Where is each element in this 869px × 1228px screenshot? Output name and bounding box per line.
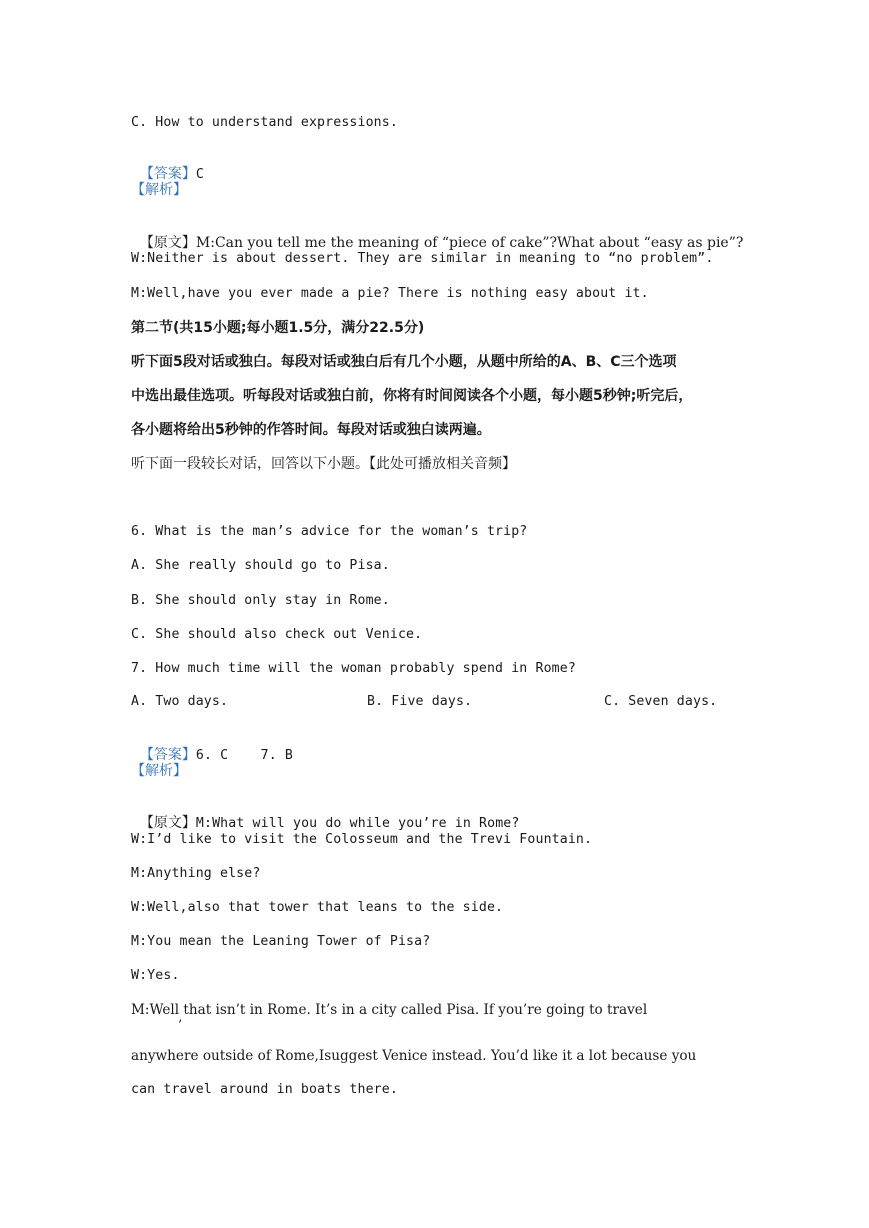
question-6-option-b: B. She should only stay in Rome. bbox=[131, 593, 390, 608]
dialogue-line-2: W:I’d like to visit the Colosseum and the Trevi Fountain. bbox=[131, 832, 593, 847]
dialogue-line-9: can travel around in boats there. bbox=[131, 1082, 398, 1097]
answer-value-2: 6. C 7. B bbox=[195, 748, 293, 763]
question-7: 7. How much time will the woman probably spend in Rome? bbox=[131, 661, 576, 676]
answer-line-2 bbox=[131, 728, 293, 765]
answer-tag: 【答案】 bbox=[139, 166, 196, 182]
question-7-option-c: C. Seven days. bbox=[604, 694, 718, 709]
dialogue-line-4: W:Well,also that tower that leans to the side. bbox=[131, 900, 504, 915]
question-6-option-c: C. She should also check out Venice. bbox=[131, 627, 423, 642]
instruction-line-3: 各小题将给出5秒钟的作答时间。每段对话或独白读两遍。 bbox=[131, 422, 491, 438]
transcript-line-3: M:Well,have you ever made a pie? There is nothing easy about it. bbox=[131, 286, 649, 301]
transcript-text-1: M:Can you tell me the meaning of “piece of cake”?What about “easy as pie”? bbox=[195, 235, 744, 251]
question-7-option-a: A. Two days. bbox=[131, 694, 229, 709]
transcript-line-1 bbox=[131, 216, 743, 252]
section-heading: 第二节(共15小题;每小题1.5分，满分22.5分) bbox=[131, 320, 425, 336]
original-tag: 【原文】 bbox=[139, 235, 196, 251]
question-7-option-b: B. Five days. bbox=[367, 694, 473, 709]
dialogue-line-7: M:Well that isn’t in Rome. It’s in a city called Pisa. If you’re going to travel bbox=[131, 1002, 648, 1018]
instruction-line-2: 中选出最佳选项。听每段对话或独白前，你将有时间阅读各个小题，每小题5秒钟;听完后， bbox=[131, 388, 693, 404]
analysis-tag-2: 【解析】 bbox=[131, 763, 187, 779]
option-c: C. How to understand expressions. bbox=[131, 115, 398, 130]
dialogue-line-8: anywhere outside of Rome,Isuggest Venice instead. You’d like it a lot because you bbox=[131, 1048, 697, 1064]
instruction-line-1: 听下面5段对话或独白。每段对话或独白后有几个小题，从题中所给的A、B、C三个选项 bbox=[131, 354, 677, 370]
analysis-tag: 【解析】 bbox=[131, 182, 187, 198]
answer-line bbox=[131, 147, 204, 184]
original-tag-2: 【原文】 bbox=[139, 815, 196, 831]
transcript-line-2: W:Neither is about dessert. They are similar in meaning to “no problem”. bbox=[131, 251, 714, 266]
dialogue-line-6: W:Yes. bbox=[131, 968, 180, 983]
dialogue-line-3: M:Anything else? bbox=[131, 866, 261, 881]
answer-value: C bbox=[195, 167, 204, 182]
dialogue-line-1 bbox=[131, 796, 520, 833]
answer-tag-2: 【答案】 bbox=[139, 747, 196, 763]
dialogue-line-5: M:You mean the Leaning Tower of Pisa? bbox=[131, 934, 431, 949]
listening-prompt: 听下面一段较长对话，回答以下小题。【此处可播放相关音频】 bbox=[131, 456, 516, 472]
question-6: 6. What is the man’s advice for the woman’s trip? bbox=[131, 524, 528, 539]
dialogue-text-1: M:What will you do while you’re in Rome? bbox=[195, 816, 520, 831]
stray-apostrophe: ’ bbox=[178, 1018, 183, 1033]
question-6-option-a: A. She really should go to Pisa. bbox=[131, 558, 390, 573]
